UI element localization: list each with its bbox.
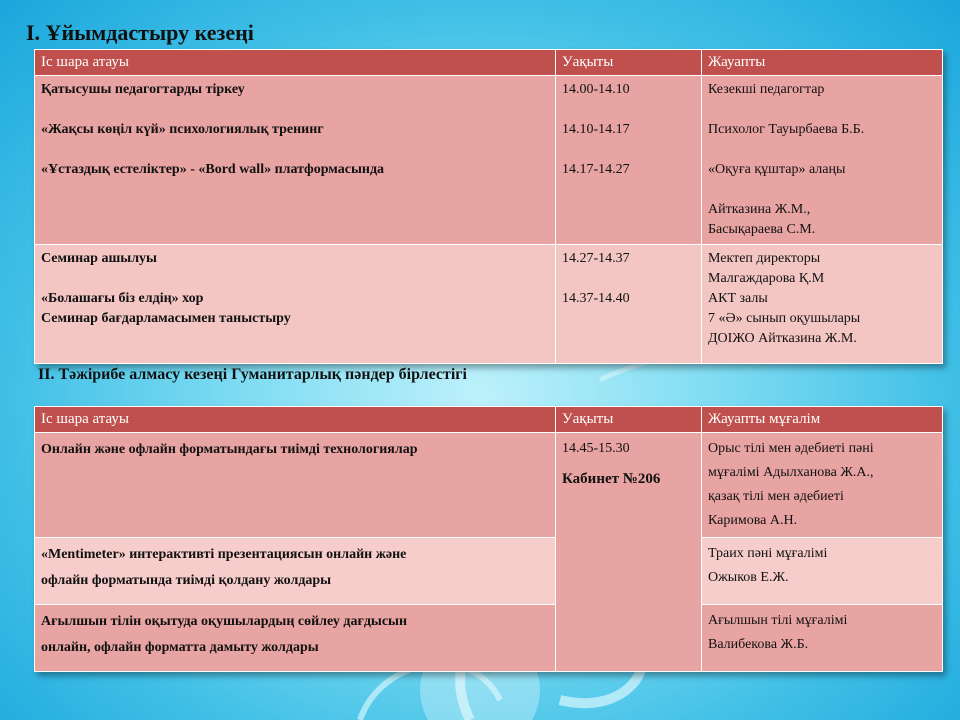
activity-cell: «Mentimeter» интерактивті презентациясын онлайн және офлайн форматында тиімді қолдану жолдары bbox=[35, 538, 556, 605]
activity-cell: Онлайн және офлайн форматындағы тиімді технологиялар bbox=[35, 433, 556, 538]
time-cell: 14.27-14.37 14.37-14.40 bbox=[556, 245, 702, 364]
header-activity: Іс шара атауы bbox=[35, 50, 556, 76]
table-row bbox=[35, 605, 943, 672]
activity-cell: Ағылшын тілін оқытуда оқушылардың сөйлеу дағдысын онлайн, офлайн форматта дамыту жолдары bbox=[35, 605, 556, 672]
table-row bbox=[35, 245, 943, 364]
responsible-cell: Кезекші педагогтар Психолог Тауырбаева Б.Б. «Оқуға құштар» алаңы Айтказина Ж.М., Басықараева С.М. bbox=[702, 76, 943, 245]
responsible-cell: Мектеп директоры Малгаждарова Қ.М АКТ залы 7 «Ә» сынып оқушылары ДОІЖО Айтказина Ж.М. bbox=[702, 245, 943, 364]
section2-title: II. Тәжірибе алмасу кезеңі Гуманитарлық пәндер бірлестігі bbox=[38, 366, 467, 383]
table-row bbox=[35, 76, 943, 245]
room-label: Кабинет №206 bbox=[562, 471, 661, 487]
header-responsible: Жауапты bbox=[702, 50, 943, 76]
table-header-row bbox=[35, 407, 943, 433]
header-responsible: Жауапты мұғалім bbox=[702, 407, 943, 433]
responsible-cell: Орыс тілі мен әдебиеті пәні мұғалімі Адылханова Ж.А., қазақ тілі мен әдебиеті Каримова А.Н. bbox=[702, 433, 943, 538]
header-activity: Іс шара атауы bbox=[35, 407, 556, 433]
responsible-cell: Ағылшын тілі мұғалімі Валибекова Ж.Б. bbox=[702, 605, 943, 672]
time-cell: 14.45-15.30 Кабинет №206 bbox=[556, 433, 702, 672]
table-row bbox=[35, 433, 943, 538]
time-cell: 14.00-14.10 14.10-14.17 14.17-14.27 bbox=[556, 76, 702, 245]
table-header-row bbox=[35, 50, 943, 76]
section1-title: I. Ұйымдастыру кезеңі bbox=[26, 20, 254, 45]
table-row bbox=[35, 538, 943, 605]
experience-table bbox=[34, 406, 943, 672]
activity-cell: Семинар ашылуы «Болашағы біз елдің» хор Семинар бағдарламасымен таныстыру bbox=[35, 245, 556, 364]
activity-cell: Қатысушы педагогтарды тіркеу «Жақсы көңіл күй» психологиялық тренинг «Ұстаздық естеліктер» - «Bord wall» платформасында bbox=[35, 76, 556, 245]
header-time: Уақыты bbox=[556, 407, 702, 433]
responsible-cell: Траих пәні мұғалімі Ожыков Е.Ж. bbox=[702, 538, 943, 605]
organization-table bbox=[34, 49, 943, 364]
header-time: Уақыты bbox=[556, 50, 702, 76]
